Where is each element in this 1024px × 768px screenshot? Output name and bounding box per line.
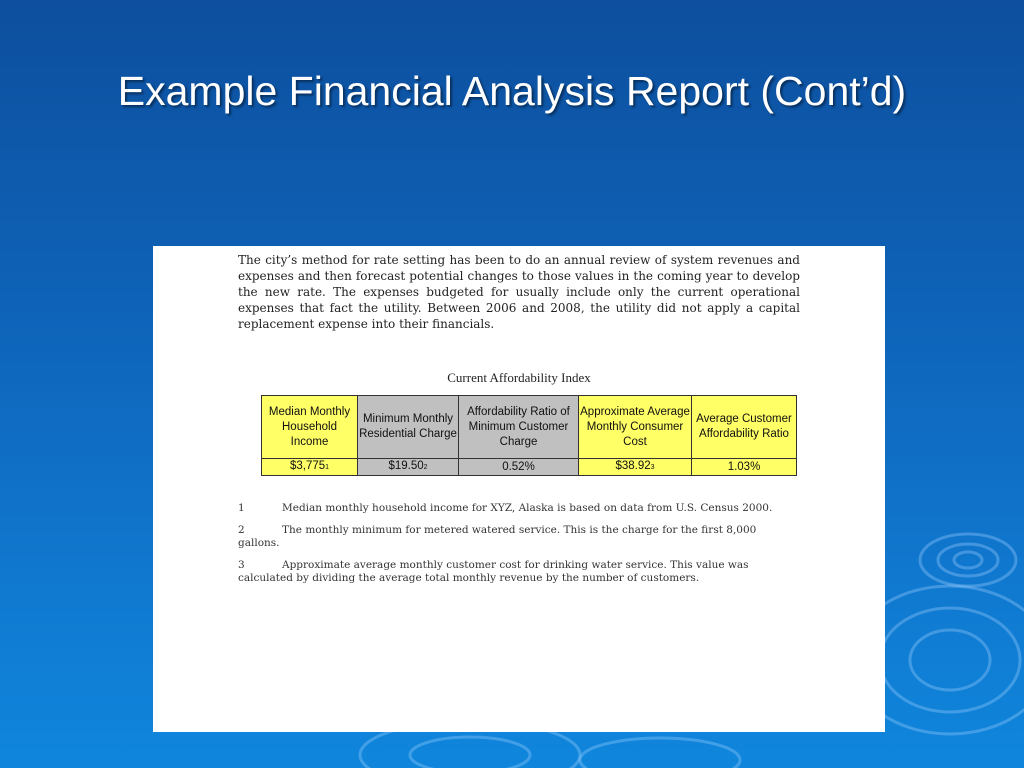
footnote-ref: 1 [325,464,330,471]
footnote-ref: 2 [423,464,428,471]
table-row [262,459,797,476]
footnote-1: 1 Median monthly household income for XYZ, Alaska is based on data from U.S. Census 2000. [238,502,773,514]
header-affordability-ratio-minimum: Affordability Ratio of Minimum Customer Charge [459,396,579,459]
slide-title: Example Financial Analysis Report (Cont’d) [117,68,907,114]
footnote-2: 2 The monthly minimum for metered watered service. This is the charge for the first 8,000 gallons. [238,523,757,549]
intro-paragraph: The city’s method for rate setting has been to do an annual review of system revenues and expenses and then forecast potential changes to those values in the coming year to develop the new rate. The expenses budgeted for usually include only the current operational expenses that fact the utility. Between 2006 and 2008, the utility did not apply a capital replacement expense into their financials. [238,253,800,331]
footnotes [238,502,798,594]
header-average-consumer-cost: Approximate Average Monthly Consumer Cost [579,396,692,459]
cell-affordability-ratio-minimum: 0.52% [459,459,579,476]
footnote-ref: 3 [650,464,655,471]
document-image [153,246,885,732]
table-caption: Current Affordability Index [447,370,591,385]
cell-minimum-charge: $19.502 [358,459,459,476]
table-header-row [262,396,797,459]
header-minimum-charge: Minimum Monthly Residential Charge [358,396,459,459]
affordability-table [261,395,797,476]
cell-average-consumer-cost: $38.923 [579,459,692,476]
header-median-income: Median Monthly Household Income [262,396,358,459]
cell-average-affordability-ratio: 1.03% [692,459,797,476]
footnote-3: 3 Approximate average monthly customer cost for drinking water service. This value was calculated by dividing the average total monthly revenue by the number of customers. [238,558,749,584]
header-average-affordability-ratio: Average Customer Affordability Ratio [692,396,797,459]
cell-median-income: $3,7751 [262,459,358,476]
